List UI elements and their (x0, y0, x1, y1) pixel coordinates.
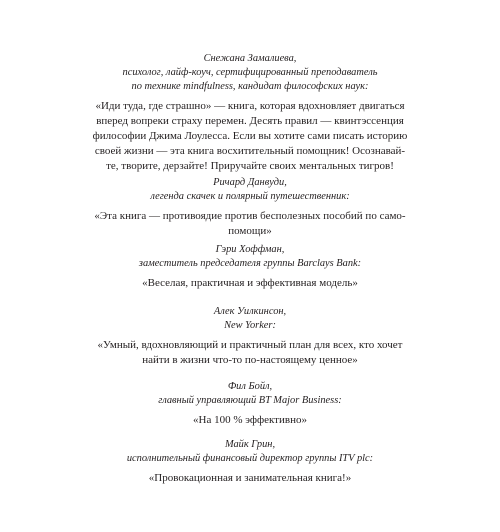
quote-line: «Эта книга — противоядие против бесполезных пособий по само- (94, 210, 406, 222)
quote-text (60, 338, 440, 368)
author-name: Фил Бойл, (227, 381, 273, 392)
quote-text (60, 99, 440, 174)
author-name: Снежана Замалиева, (203, 53, 297, 64)
author-title: исполнительный финансовый директор группы ITV plc: (126, 453, 374, 464)
author-name: Алек Уилкинсон, (213, 306, 287, 317)
quote-line: философии Джима Лоулесса. Если вы хотите сами писать историю (92, 130, 408, 142)
quote-line: «На 100 % эффективно» (193, 414, 307, 426)
testimonial-boyle (60, 380, 440, 428)
author-name: Ричард Данвуди, (213, 177, 287, 188)
quote-line: «Провокационная и занимательная книга!» (148, 472, 352, 484)
quote-text (60, 471, 440, 486)
author-name: Майк Грин, (224, 439, 276, 450)
testimonial-hoffman (60, 243, 440, 291)
quote-line: «Веселая, практичная и эффективная модель» (142, 277, 358, 289)
author-name: Гэри Хоффман, (215, 244, 285, 255)
author-title: заместитель председателя группы Barclays Bank: (138, 258, 362, 269)
quote-text (60, 413, 440, 428)
author-title: легенда скачек и полярный путешественник: (150, 191, 350, 202)
quote-line: те, творите, дерзайте! Приручайте своих ментальных тигров! (106, 160, 394, 172)
testimonial-dunwoody (60, 176, 440, 239)
quote-text (60, 209, 440, 239)
testimonial-zamalieva (60, 52, 440, 174)
quote-line: найти в жизни что-то по-настоящему ценное» (142, 354, 358, 366)
author-title: психолог, лайф-коуч, сертифицированный преподаватель (122, 67, 378, 78)
quote-line: «Иди туда, где страшно» — книга, которая вдохновляет двигаться (95, 100, 405, 112)
author-title: главный управляющий BT Major Business: (158, 395, 342, 406)
quote-text (60, 276, 440, 291)
testimonial-wilkinson (60, 305, 440, 368)
quote-line: своей жизни — эта книга восхитительный помощник! Осознавай- (94, 145, 406, 157)
author-title: New Yorker: (224, 320, 276, 331)
quote-line: «Умный, вдохновляющий и практичный план для всех, кто хочет (97, 339, 403, 351)
quote-line: вперед вопреки страху перемен. Десять правил — квинтэссенция (96, 115, 404, 127)
author-title: по технике mindfulness, кандидат философских наук: (131, 81, 369, 92)
quote-line: помощи» (228, 225, 272, 237)
testimonial-green (60, 438, 440, 486)
